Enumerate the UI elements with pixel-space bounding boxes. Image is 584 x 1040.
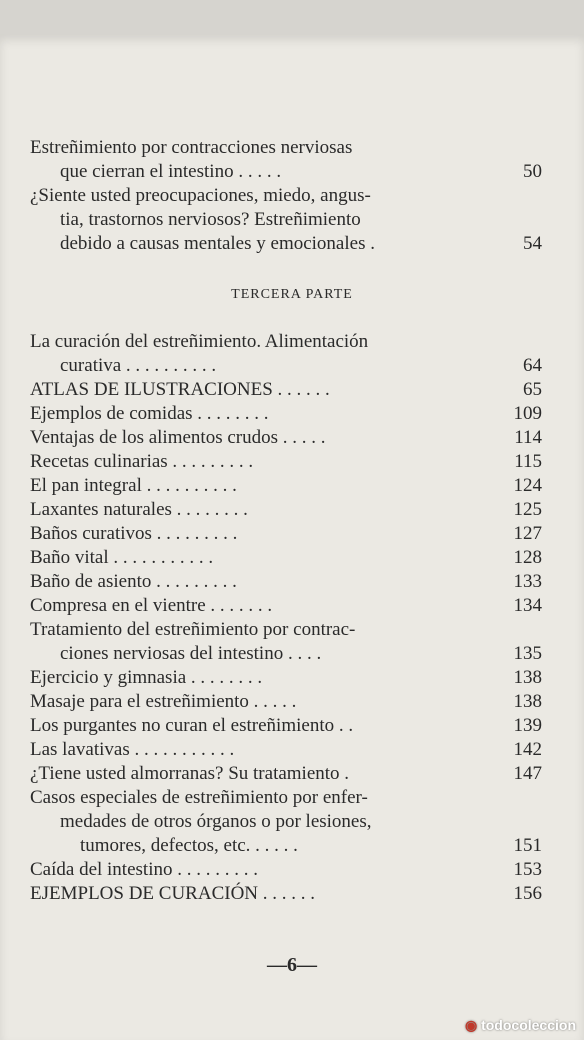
toc-entry-line (30, 714, 542, 738)
toc-entry (30, 522, 542, 546)
toc-entry (30, 136, 542, 184)
toc-page-number: 151 (513, 835, 542, 856)
toc-entry-text: El pan integral . . . . . . . . . . (30, 475, 237, 496)
book-page (0, 34, 584, 1040)
toc-entry (30, 184, 542, 256)
toc-page-number: 133 (513, 571, 542, 592)
toc-entry-line (30, 474, 542, 498)
toc-entry-line (30, 522, 542, 546)
toc-entry (30, 594, 542, 618)
toc-entry (30, 546, 542, 570)
toc-page-number: 153 (513, 859, 542, 880)
toc-entry-text: EJEMPLOS DE CURACIÓN . . . . . . (30, 883, 316, 904)
toc-page-number: 124 (513, 475, 542, 496)
toc-entry-text: Tratamiento del estreñimiento por contrac- (30, 619, 356, 640)
toc-entry (30, 666, 542, 690)
toc-entry-line (30, 642, 542, 666)
toc-entry (30, 378, 542, 402)
toc-entry-text: curativa . . . . . . . . . . (60, 355, 217, 376)
toc-page-number: 114 (514, 427, 542, 448)
toc-entry-text: Baño de asiento . . . . . . . . . (30, 571, 237, 592)
toc-entry (30, 714, 542, 738)
toc-entry-line (30, 184, 542, 208)
toc-entry (30, 618, 542, 666)
toc-entry-line (30, 208, 542, 232)
toc-entry-line (30, 450, 542, 474)
toc-entry-text: ATLAS DE ILUSTRACIONES . . . . . . (30, 379, 330, 400)
toc-page-number: 125 (513, 499, 542, 520)
toc-entry (30, 498, 542, 522)
toc-entry-text: que cierran el intestino . . . . . (60, 161, 282, 182)
toc-entry-line (30, 136, 542, 160)
toc-page-number: 138 (513, 667, 542, 688)
toc-entry-text: ¿Siente usted preocupaciones, miedo, angus- (30, 185, 371, 206)
toc-page-number: 147 (513, 763, 542, 784)
toc-entry (30, 474, 542, 498)
toc-entry-text: debido a causas mentales y emocionales . (60, 233, 375, 254)
toc-entry-line (30, 594, 542, 618)
toc-entry-line (30, 690, 542, 714)
toc-page-number: 127 (513, 523, 542, 544)
toc-entry-line (30, 330, 542, 354)
toc-entry (30, 858, 542, 882)
toc-page-number: 142 (513, 739, 542, 760)
toc-entry (30, 450, 542, 474)
toc-entry-line (30, 618, 542, 642)
toc-entry-text: La curación del estreñimiento. Alimentación (30, 331, 369, 352)
toc-entry-line (30, 834, 542, 858)
toc-page-number: 138 (513, 691, 542, 712)
watermark-text: todocoleccion (481, 1017, 576, 1033)
toc-entry-line (30, 160, 542, 184)
toc-entry-text: tia, trastornos nerviosos? Estreñimiento (60, 209, 361, 230)
toc-entry-text: Baños curativos . . . . . . . . . (30, 523, 238, 544)
toc-entry-line (30, 786, 542, 810)
toc-entry-line (30, 858, 542, 882)
toc-entry-text: Masaje para el estreñimiento . . . . . (30, 691, 297, 712)
toc-entry-line (30, 546, 542, 570)
toc-entry-text: Ejercicio y gimnasia . . . . . . . . (30, 667, 263, 688)
toc-entry (30, 786, 542, 858)
toc-entry-line (30, 354, 542, 378)
watermark-badge-icon: ◉ (464, 1017, 478, 1033)
toc-entry (30, 738, 542, 762)
toc-entry-text: Casos especiales de estreñimiento por enfer- (30, 787, 368, 808)
toc-entry-line (30, 426, 542, 450)
toc-entry-line (30, 738, 542, 762)
toc-entry-text: Los purgantes no curan el estreñimiento . . (30, 715, 354, 736)
toc-page-number: 128 (513, 547, 542, 568)
toc-entry-text: Ejemplos de comidas . . . . . . . . (30, 403, 269, 424)
toc-entry-text: tumores, defectos, etc. . . . . . (80, 835, 298, 856)
toc-entry (30, 402, 542, 426)
toc-entry-line (30, 232, 542, 256)
toc-entry-text: medades de otros órganos o por lesiones, (60, 811, 372, 832)
page-number: —6— (267, 954, 317, 976)
toc-entry (30, 690, 542, 714)
section-heading: TERCERA PARTE (231, 287, 353, 302)
toc-entry (30, 882, 542, 906)
toc-entry-text: Baño vital . . . . . . . . . . . (30, 547, 214, 568)
toc-page-number: 139 (513, 715, 542, 736)
toc-page-number: 109 (513, 403, 542, 424)
toc-page-number: 134 (513, 595, 542, 616)
toc-entry-text: Ventajas de los alimentos crudos . . . . . (30, 427, 326, 448)
toc-entry-text: Caída del intestino . . . . . . . . . (30, 859, 258, 880)
toc-entry-text: Recetas culinarias . . . . . . . . . (30, 451, 254, 472)
toc-page-number: 54 (523, 233, 542, 254)
toc-entry-text: Estreñimiento por contracciones nerviosas (30, 137, 353, 158)
toc-page-number: 65 (523, 379, 542, 400)
watermark-logo (465, 1017, 576, 1034)
toc-entry-line (30, 810, 542, 834)
toc-entry-line (30, 762, 542, 786)
toc-entry-text: Laxantes naturales . . . . . . . . (30, 499, 248, 520)
toc-entry-line (30, 882, 542, 906)
toc-page-number: 135 (513, 643, 542, 664)
toc-entry (30, 426, 542, 450)
toc-entry-text: ¿Tiene usted almorranas? Su tratamiento . (30, 763, 350, 784)
toc-page-number: 50 (523, 161, 542, 182)
toc-entry-line (30, 666, 542, 690)
toc-entry-text: Las lavativas . . . . . . . . . . . (30, 739, 235, 760)
toc-entry (30, 330, 542, 378)
toc-entry-text: Compresa en el vientre . . . . . . . (30, 595, 273, 616)
toc-page-number: 64 (523, 355, 542, 376)
toc-page-number: 115 (514, 451, 542, 472)
toc-entry-line (30, 402, 542, 426)
toc-entry-line (30, 570, 542, 594)
toc-entry-line (30, 498, 542, 522)
toc-page-number: 156 (513, 883, 542, 904)
toc-entry (30, 570, 542, 594)
toc-entry (30, 762, 542, 786)
toc-entry-line (30, 378, 542, 402)
toc-entry-text: ciones nerviosas del intestino . . . . (60, 643, 322, 664)
